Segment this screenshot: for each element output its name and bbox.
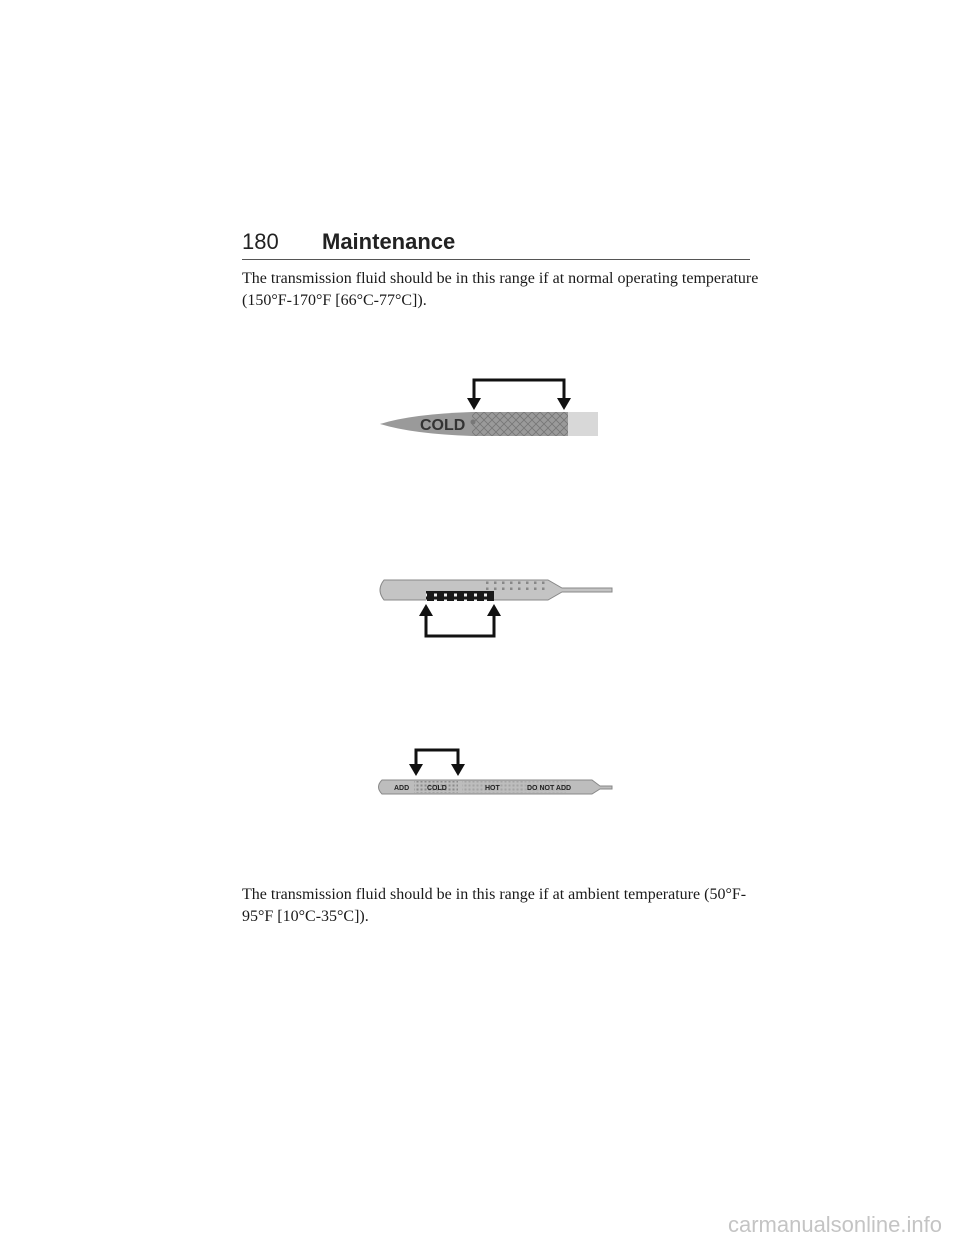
- dipstick-crosshatch: [472, 412, 568, 436]
- arrow-up-left-icon: [419, 604, 433, 616]
- section-title: Maintenance: [322, 229, 456, 254]
- arrow-down-left-icon: [409, 764, 423, 776]
- dipstick-band-dots: [426, 591, 494, 601]
- paragraph-ambient-temperature: The transmission fluid should be in this range if at ambient temperature (50°F-95°F [10°C-35°C]).: [242, 886, 747, 925]
- range-bracket: [426, 610, 494, 636]
- paragraph-operating-temperature: The transmission fluid should be in this range if at normal operating temperature (150°F-170°F [66°C-77°C]).: [242, 270, 759, 309]
- arrow-up-right-icon: [487, 604, 501, 616]
- range-bracket: [474, 380, 564, 404]
- arrow-down-right-icon: [557, 398, 571, 410]
- label-cold: COLD: [427, 785, 447, 792]
- label-add: ADD: [394, 785, 410, 792]
- dipstick-end: [568, 412, 598, 436]
- watermark: carmanualsonline.info: [727, 1212, 942, 1237]
- header-rule: [242, 259, 750, 260]
- dipstick-hole: [471, 420, 476, 425]
- dipstick-label-cold: COLD: [420, 417, 466, 434]
- arrow-down-left-icon: [467, 398, 481, 410]
- dipstick-illustration-add-cold-hot: [372, 744, 622, 804]
- dipstick-illustration-cold: [372, 372, 602, 442]
- page-number: 180: [242, 229, 279, 254]
- label-hot: HOT: [485, 785, 500, 792]
- dipstick-illustration-range: [372, 574, 622, 644]
- dipstick-upper-pattern: [482, 580, 548, 591]
- arrow-down-right-icon: [451, 764, 465, 776]
- page-header: [242, 229, 750, 259]
- range-bracket: [416, 750, 458, 770]
- label-do-not-add: DO NOT ADD: [527, 785, 572, 792]
